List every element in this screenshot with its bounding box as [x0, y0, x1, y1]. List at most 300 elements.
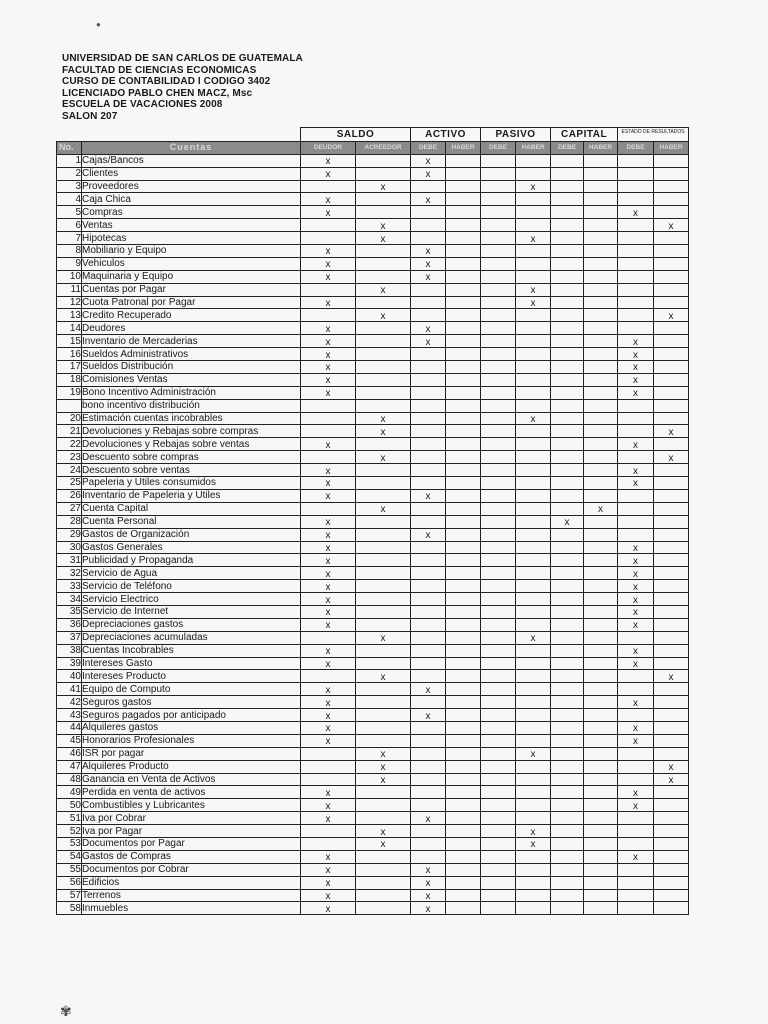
mark-cell [551, 657, 584, 670]
mark-cell [584, 631, 618, 644]
x-mark: x [380, 233, 386, 245]
mark-cell [356, 348, 411, 361]
mark-cell [618, 721, 654, 734]
x-mark: x [425, 336, 431, 348]
mark-cell [654, 593, 689, 606]
row-number: 40 [57, 670, 82, 683]
account-name: Cuentas por Pagar [82, 283, 301, 296]
table-row [57, 876, 689, 889]
mark-cell [446, 825, 481, 838]
mark-cell [516, 567, 551, 580]
row-number: 4 [57, 193, 82, 206]
x-mark: x [380, 220, 386, 232]
mark-cell [618, 657, 654, 670]
mark-cell [516, 889, 551, 902]
mark-cell [551, 296, 584, 309]
account-name: Combustibles y Lubricantes [82, 799, 301, 812]
mark-cell [618, 206, 654, 219]
mark-cell [356, 193, 411, 206]
x-mark: x [325, 800, 331, 812]
mark-cell [301, 850, 356, 863]
row-number: 34 [57, 593, 82, 606]
mark-cell [411, 348, 446, 361]
account-name: Cuentas Incobrables [82, 644, 301, 657]
row-number: 38 [57, 644, 82, 657]
mark-cell [411, 438, 446, 451]
row-number: 8 [57, 245, 82, 258]
x-mark: x [325, 246, 331, 258]
mark-cell [654, 812, 689, 825]
mark-cell [618, 425, 654, 438]
table-row [57, 721, 689, 734]
mark-cell [446, 180, 481, 193]
table-row [57, 283, 689, 296]
mark-cell [481, 373, 516, 386]
mark-cell [301, 193, 356, 206]
mark-cell [301, 721, 356, 734]
mark-cell [356, 399, 411, 412]
mark-cell [481, 709, 516, 722]
mark-cell [584, 683, 618, 696]
account-name: Devoluciones y Rebajas sobre ventas [82, 438, 301, 451]
mark-cell [618, 631, 654, 644]
mark-cell [411, 399, 446, 412]
mark-cell [481, 361, 516, 374]
mark-cell [356, 696, 411, 709]
mark-cell [446, 683, 481, 696]
x-mark: x [530, 285, 536, 297]
mark-cell [411, 902, 446, 915]
mark-cell [584, 270, 618, 283]
mark-cell [481, 464, 516, 477]
mark-cell [654, 425, 689, 438]
mark-cell [516, 670, 551, 683]
table-row [57, 683, 689, 696]
x-mark: x [325, 272, 331, 284]
account-name: Publicidad y Propaganda [82, 554, 301, 567]
mark-cell [411, 528, 446, 541]
mark-cell [516, 515, 551, 528]
mark-cell [301, 309, 356, 322]
mark-cell [301, 373, 356, 386]
account-name: Proveedores [82, 180, 301, 193]
table-row [57, 528, 689, 541]
mark-cell [481, 477, 516, 490]
mark-cell [411, 721, 446, 734]
mark-cell [516, 361, 551, 374]
mark-cell [654, 373, 689, 386]
mark-cell [356, 180, 411, 193]
activo-group-header: ACTIVO [411, 128, 481, 142]
mark-cell [516, 206, 551, 219]
mark-cell [301, 451, 356, 464]
mark-cell [356, 283, 411, 296]
table-row [57, 167, 689, 180]
mark-cell [584, 657, 618, 670]
mark-cell [481, 270, 516, 283]
row-number: 54 [57, 850, 82, 863]
mark-cell [301, 773, 356, 786]
account-name: Servicio de Agua [82, 567, 301, 580]
mark-cell [301, 644, 356, 657]
mark-cell [301, 348, 356, 361]
mark-cell [301, 670, 356, 683]
mark-cell [356, 206, 411, 219]
mark-cell [301, 889, 356, 902]
row-number: 14 [57, 322, 82, 335]
group-header-row [57, 128, 689, 142]
mark-cell [446, 812, 481, 825]
mark-cell [356, 760, 411, 773]
row-number: 51 [57, 812, 82, 825]
mark-cell [654, 477, 689, 490]
x-mark: x [425, 865, 431, 877]
mark-cell [516, 322, 551, 335]
mark-cell [356, 734, 411, 747]
mark-cell [356, 232, 411, 245]
mark-cell [584, 618, 618, 631]
account-name: Credito Recuperado [82, 309, 301, 322]
mark-cell [551, 451, 584, 464]
row-number: 44 [57, 721, 82, 734]
mark-cell [618, 232, 654, 245]
mark-cell [551, 618, 584, 631]
x-mark: x [633, 349, 639, 361]
x-mark: x [633, 362, 639, 374]
mark-cell [654, 412, 689, 425]
mark-cell [654, 850, 689, 863]
mark-cell [481, 773, 516, 786]
mark-cell [654, 799, 689, 812]
mark-cell [516, 605, 551, 618]
row-number: 15 [57, 335, 82, 348]
mark-cell [618, 889, 654, 902]
mark-cell [584, 438, 618, 451]
row-number: 58 [57, 902, 82, 915]
table-row [57, 322, 689, 335]
mark-cell [551, 438, 584, 451]
mark-cell [584, 837, 618, 850]
row-number: 24 [57, 464, 82, 477]
mark-cell [654, 296, 689, 309]
x-mark: x [325, 890, 331, 902]
x-mark: x [325, 787, 331, 799]
mark-cell [654, 386, 689, 399]
x-mark: x [325, 697, 331, 709]
mark-cell [654, 270, 689, 283]
mark-cell [654, 206, 689, 219]
mark-cell [446, 193, 481, 206]
mark-cell [481, 335, 516, 348]
mark-cell [551, 373, 584, 386]
mark-cell [411, 425, 446, 438]
mark-cell [584, 734, 618, 747]
mark-cell [584, 696, 618, 709]
row-number: 22 [57, 438, 82, 451]
mark-cell [356, 528, 411, 541]
x-mark: x [425, 272, 431, 284]
mark-cell [584, 799, 618, 812]
mark-cell [654, 322, 689, 335]
mark-cell [411, 786, 446, 799]
mark-cell [516, 850, 551, 863]
mark-cell [446, 477, 481, 490]
mark-cell [481, 296, 516, 309]
mark-cell [411, 283, 446, 296]
mark-cell [584, 322, 618, 335]
x-mark: x [425, 890, 431, 902]
x-mark: x [425, 903, 431, 915]
row-number: 30 [57, 541, 82, 554]
mark-cell [516, 760, 551, 773]
mark-cell [411, 876, 446, 889]
mark-cell [411, 206, 446, 219]
mark-cell [584, 876, 618, 889]
account-name: Iva por Pagar [82, 825, 301, 838]
x-mark: x [325, 555, 331, 567]
mark-cell [446, 373, 481, 386]
mark-cell [446, 167, 481, 180]
mark-cell [551, 554, 584, 567]
mark-cell [481, 386, 516, 399]
mark-cell [654, 283, 689, 296]
mark-cell [584, 721, 618, 734]
mark-cell [551, 889, 584, 902]
mark-cell [654, 335, 689, 348]
mark-cell [481, 696, 516, 709]
account-name: Cajas/Bancos [82, 154, 301, 167]
mark-cell [411, 477, 446, 490]
mark-cell [481, 657, 516, 670]
account-name: Perdida en venta de activos [82, 786, 301, 799]
mark-cell [481, 593, 516, 606]
mark-cell [411, 464, 446, 477]
account-name: Descuento sobre compras [82, 451, 301, 464]
x-mark: x [325, 362, 331, 374]
row-number: 39 [57, 657, 82, 670]
mark-cell [481, 902, 516, 915]
mark-cell [551, 837, 584, 850]
table-row [57, 193, 689, 206]
table-row [57, 477, 689, 490]
mark-cell [516, 799, 551, 812]
mark-cell [301, 618, 356, 631]
mark-cell [481, 644, 516, 657]
table-row [57, 902, 689, 915]
pasivo-haber-column-header: HABER [516, 141, 551, 154]
mark-cell [654, 451, 689, 464]
mark-cell [411, 515, 446, 528]
mark-cell [356, 786, 411, 799]
mark-cell [446, 425, 481, 438]
x-mark: x [325, 736, 331, 748]
mark-cell [481, 257, 516, 270]
mark-cell [551, 515, 584, 528]
mark-cell [551, 193, 584, 206]
mark-cell [618, 373, 654, 386]
mark-cell [551, 709, 584, 722]
x-mark: x [530, 839, 536, 851]
mark-cell [551, 876, 584, 889]
mark-cell [584, 760, 618, 773]
mark-cell [584, 786, 618, 799]
x-mark: x [633, 478, 639, 490]
mark-cell [584, 580, 618, 593]
mark-cell [654, 257, 689, 270]
mark-cell [446, 219, 481, 232]
x-mark: x [325, 156, 331, 168]
table-row [57, 219, 689, 232]
mark-cell [516, 593, 551, 606]
mark-cell [516, 425, 551, 438]
mark-cell [481, 734, 516, 747]
mark-cell [446, 554, 481, 567]
mark-cell [301, 580, 356, 593]
x-mark: x [380, 285, 386, 297]
row-number: 45 [57, 734, 82, 747]
mark-cell [301, 322, 356, 335]
pasivo-group-header: PASIVO [481, 128, 551, 142]
header-line: LICENCIADO PABLO CHEN MACZ, Msc [62, 87, 253, 99]
mark-cell [618, 786, 654, 799]
mark-cell [654, 837, 689, 850]
x-mark: x [380, 762, 386, 774]
account-name: Ganancia en Venta de Activos [82, 773, 301, 786]
mark-cell [516, 232, 551, 245]
mark-cell [584, 902, 618, 915]
account-name: Edificios [82, 876, 301, 889]
row-number: 26 [57, 489, 82, 502]
mark-cell [654, 309, 689, 322]
mark-cell [356, 567, 411, 580]
mark-cell [301, 438, 356, 451]
mark-cell [481, 683, 516, 696]
mark-cell [516, 734, 551, 747]
table-row [57, 825, 689, 838]
x-mark: x [425, 246, 431, 258]
mark-cell [618, 644, 654, 657]
x-mark: x [325, 517, 331, 529]
mark-cell [516, 876, 551, 889]
mark-cell [446, 245, 481, 258]
mark-cell [301, 799, 356, 812]
mark-cell [301, 902, 356, 915]
mark-cell [301, 837, 356, 850]
row-number: 3 [57, 180, 82, 193]
mark-cell [551, 850, 584, 863]
x-mark: x [633, 465, 639, 477]
mark-cell [356, 799, 411, 812]
mark-cell [618, 696, 654, 709]
mark-cell [446, 154, 481, 167]
table-row [57, 489, 689, 502]
mark-cell [654, 348, 689, 361]
mark-cell [551, 464, 584, 477]
column-header-row [57, 141, 689, 154]
mark-cell [654, 167, 689, 180]
mark-cell [411, 373, 446, 386]
row-number: 5 [57, 206, 82, 219]
mark-cell [411, 567, 446, 580]
table-row [57, 232, 689, 245]
mark-cell [654, 683, 689, 696]
table-row [57, 309, 689, 322]
x-mark: x [325, 478, 331, 490]
mark-cell [301, 515, 356, 528]
mark-cell [301, 528, 356, 541]
account-name: Compras [82, 206, 301, 219]
mark-cell [481, 283, 516, 296]
mark-cell [301, 464, 356, 477]
mark-cell [301, 425, 356, 438]
mark-cell [551, 502, 584, 515]
blank-header-cell [57, 128, 301, 142]
mark-cell [551, 322, 584, 335]
table-row [57, 541, 689, 554]
x-mark: x [325, 439, 331, 451]
mark-cell [584, 154, 618, 167]
mark-cell [481, 786, 516, 799]
table-row [57, 399, 689, 412]
mark-cell [301, 502, 356, 515]
mark-cell [516, 541, 551, 554]
row-number: 7 [57, 232, 82, 245]
mark-cell [618, 438, 654, 451]
mark-cell [356, 850, 411, 863]
table-row [57, 812, 689, 825]
mark-cell [446, 850, 481, 863]
mark-cell [516, 373, 551, 386]
mark-cell [584, 257, 618, 270]
account-name: Cuenta Capital [82, 502, 301, 515]
mark-cell [618, 245, 654, 258]
mark-cell [551, 361, 584, 374]
account-name: Servicio Electrico [82, 593, 301, 606]
row-number: 33 [57, 580, 82, 593]
mark-cell [411, 696, 446, 709]
mark-cell [551, 670, 584, 683]
mark-cell [551, 799, 584, 812]
account-name: Caja Chica [82, 193, 301, 206]
row-number: 1 [57, 154, 82, 167]
table-row [57, 631, 689, 644]
mark-cell [618, 709, 654, 722]
account-name: Vehiculos [82, 257, 301, 270]
mark-cell [584, 296, 618, 309]
row-number: 53 [57, 837, 82, 850]
mark-cell [551, 219, 584, 232]
account-name: Terrenos [82, 889, 301, 902]
mark-cell [356, 721, 411, 734]
x-mark: x [325, 684, 331, 696]
mark-cell [411, 245, 446, 258]
row-number: 6 [57, 219, 82, 232]
mark-cell [516, 502, 551, 515]
x-mark: x [633, 439, 639, 451]
row-number: 32 [57, 567, 82, 580]
mark-cell [301, 657, 356, 670]
x-mark: x [380, 414, 386, 425]
account-name: Hipotecas [82, 232, 301, 245]
mark-cell [551, 902, 584, 915]
mark-cell [446, 270, 481, 283]
row-number: 48 [57, 773, 82, 786]
mark-cell [446, 863, 481, 876]
mark-cell [411, 322, 446, 335]
mark-cell [516, 863, 551, 876]
row-number: 49 [57, 786, 82, 799]
x-mark: x [633, 736, 639, 748]
